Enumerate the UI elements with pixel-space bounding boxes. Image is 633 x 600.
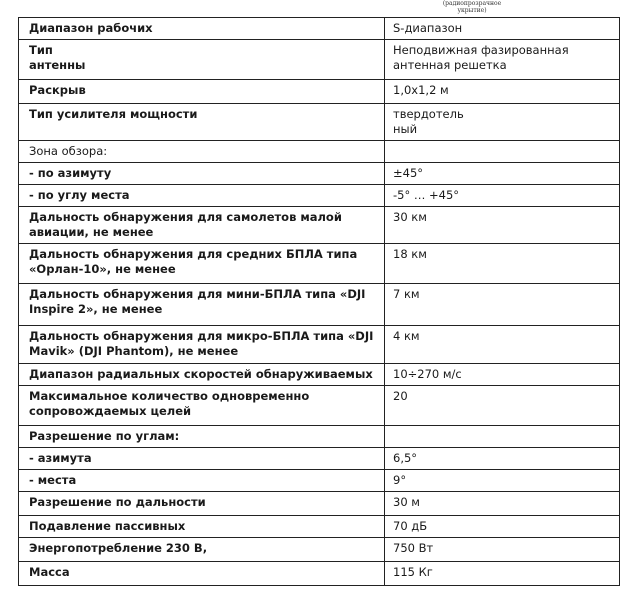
param-label: - азимута [19, 447, 385, 469]
spec-table-body [19, 18, 620, 586]
param-label: Энергопотребление 230 В, [19, 537, 385, 561]
param-label: Разрешение по дальности [19, 491, 385, 515]
param-label: Разрешение по углам: [19, 425, 385, 447]
param-label: Тип усилителя мощности [19, 103, 385, 140]
param-label: Диапазон рабочих [19, 18, 385, 40]
param-value: S-диапазон [385, 18, 620, 40]
param-value: 70 дБ [385, 515, 620, 537]
param-value: 10÷270 м/с [385, 363, 620, 385]
param-value: 20 [385, 385, 620, 425]
param-label: Дальность обнаружения для микро-БПЛА типа «DJI Mavik» (DJI Phantom), не менее [19, 325, 385, 363]
table-row [19, 469, 620, 491]
param-label: Максимальное количество одновременно сопровождаемых целей [19, 385, 385, 425]
param-label: Раскрыв [19, 79, 385, 103]
param-label: Масса [19, 561, 385, 585]
table-row [19, 363, 620, 385]
param-value: Неподвижная фазированная антенная решетка [385, 39, 620, 79]
param-value: 7 км [385, 283, 620, 325]
spec-table [18, 17, 620, 586]
param-value: ±45° [385, 162, 620, 184]
top-note-line-1: (радиопрозрачное [442, 0, 502, 7]
param-value: 750 Вт [385, 537, 620, 561]
table-row [19, 243, 620, 283]
param-label: Тип антенны [19, 39, 385, 79]
param-label: Зона обзора: [19, 140, 385, 162]
table-row [19, 561, 620, 585]
top-note [432, 0, 512, 14]
param-label: Подавление пассивных [19, 515, 385, 537]
table-row [19, 79, 620, 103]
table-row [19, 491, 620, 515]
param-label: - по азимуту [19, 162, 385, 184]
param-value: 30 м [385, 491, 620, 515]
param-value: твердотель ный [385, 103, 620, 140]
table-row [19, 283, 620, 325]
param-label: Дальность обнаружения для самолетов малой авиации, не менее [19, 206, 385, 243]
table-row [19, 140, 620, 162]
table-row [19, 206, 620, 243]
top-note-line-2: укрытие) [457, 7, 487, 14]
table-row [19, 103, 620, 140]
table-row [19, 18, 620, 40]
param-value: 9° [385, 469, 620, 491]
param-label: - места [19, 469, 385, 491]
table-row [19, 447, 620, 469]
param-value [385, 425, 620, 447]
table-row [19, 39, 620, 79]
param-value: 115 Кг [385, 561, 620, 585]
param-value: -5° … +45° [385, 184, 620, 206]
param-value: 30 км [385, 206, 620, 243]
param-label: Дальность обнаружения для мини-БПЛА типа «DJI Inspire 2», не менее [19, 283, 385, 325]
table-row [19, 184, 620, 206]
table-row [19, 515, 620, 537]
param-label: Дальность обнаружения для средних БПЛА типа «Орлан-10», не менее [19, 243, 385, 283]
table-row [19, 385, 620, 425]
table-row [19, 162, 620, 184]
param-label: Диапазон радиальных скоростей обнаруживаемых [19, 363, 385, 385]
table-row [19, 325, 620, 363]
param-value: 6,5° [385, 447, 620, 469]
param-value: 18 км [385, 243, 620, 283]
table-row [19, 537, 620, 561]
param-value [385, 140, 620, 162]
param-value: 4 км [385, 325, 620, 363]
table-row [19, 425, 620, 447]
param-value: 1,0х1,2 м [385, 79, 620, 103]
param-label: - по углу места [19, 184, 385, 206]
